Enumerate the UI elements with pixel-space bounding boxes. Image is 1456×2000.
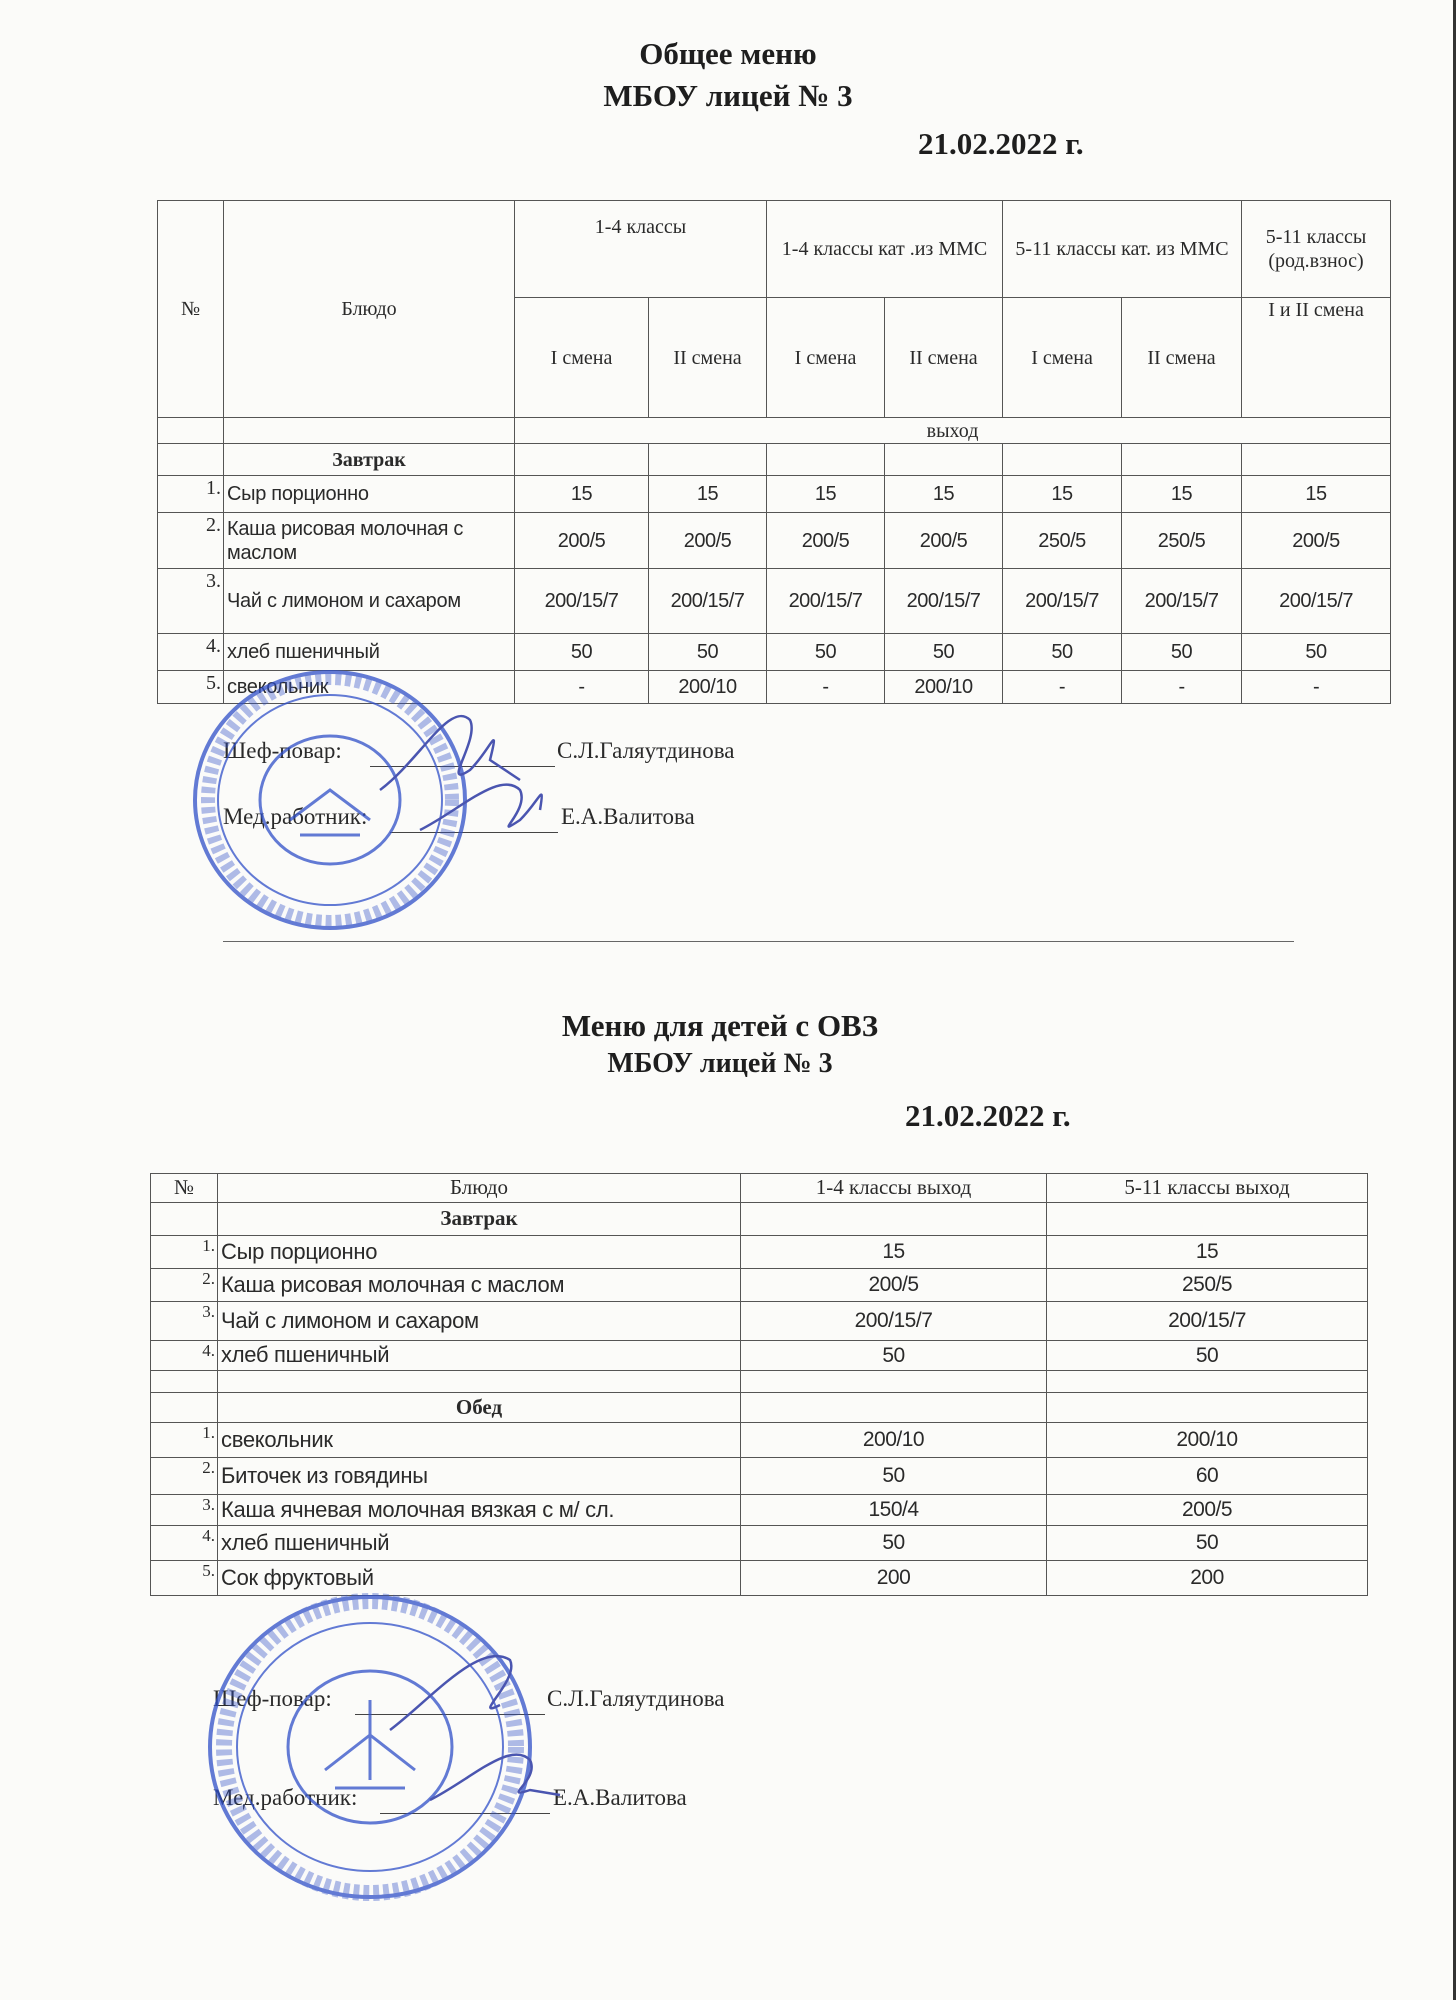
portion-value: 15: [649, 476, 767, 513]
empty-cell: [1003, 444, 1122, 476]
table-row: [151, 1269, 1368, 1302]
portion-value: -: [767, 671, 885, 704]
empty-cell: [151, 1371, 218, 1393]
col-group-header: 1-4 классы кат .из ММС: [767, 201, 1003, 298]
empty-cell: [158, 444, 224, 476]
row-number: 2.: [151, 1269, 218, 1302]
divider: [223, 941, 1294, 942]
table-row: [151, 1495, 1368, 1526]
portion-value: 200/5: [649, 513, 767, 569]
dish-name: Сыр порционно: [224, 476, 515, 513]
shift-header: I смена: [515, 298, 649, 418]
shift-header: II смена: [885, 298, 1003, 418]
empty-cell: [885, 444, 1003, 476]
section-title: Завтрак: [218, 1203, 741, 1236]
col-header-dish: Блюдо: [224, 201, 515, 418]
signature-line: [390, 832, 558, 833]
portion-1-4: 50: [741, 1526, 1047, 1561]
portion-value: 200/10: [885, 671, 1003, 704]
row-number: 1.: [151, 1423, 218, 1458]
table-row: [158, 513, 1391, 569]
portion-value: 50: [885, 634, 1003, 671]
portion-value: 15: [767, 476, 885, 513]
portion-5-11: 50: [1047, 1341, 1368, 1371]
dish-name: Чай с лимоном и сахаром: [218, 1302, 741, 1341]
row-number: 3.: [158, 569, 224, 634]
section-row: [151, 1393, 1368, 1423]
table-row: [151, 1302, 1368, 1341]
dish-name: хлеб пшеничный: [218, 1341, 741, 1371]
portion-value: 50: [1242, 634, 1391, 671]
chef-name: С.Л.Галяутдинова: [557, 738, 735, 763]
portion-value: 50: [649, 634, 767, 671]
table-row: [158, 671, 1391, 704]
portion-value: 50: [515, 634, 649, 671]
portion-value: 15: [1122, 476, 1242, 513]
menu2-date: 21.02.2022 г.: [905, 1098, 1071, 1133]
chef-role: Шеф-повар:: [213, 1686, 332, 1711]
dish-name: свекольник: [224, 671, 515, 704]
portion-value: 15: [1003, 476, 1122, 513]
portion-value: 200/5: [515, 513, 649, 569]
signature-line: [370, 766, 555, 767]
col-header-num: №: [158, 201, 224, 418]
portion-1-4: 200/5: [741, 1269, 1047, 1302]
empty-cell: [218, 1371, 741, 1393]
portion-value: 200/15/7: [767, 569, 885, 634]
menu1-title: Общее меню: [639, 36, 817, 71]
menu2-table: [150, 1173, 1368, 1596]
portion-1-4: 200: [741, 1561, 1047, 1596]
portion-5-11: 250/5: [1047, 1269, 1368, 1302]
dish-name: Биточек из говядины: [218, 1458, 741, 1495]
col-header-1-4: 1-4 классы выход: [741, 1174, 1047, 1203]
portion-1-4: 200/15/7: [741, 1302, 1047, 1341]
section-title: Обед: [218, 1393, 741, 1423]
empty-cell: [741, 1371, 1047, 1393]
table-row: [151, 1341, 1368, 1371]
section-row: [151, 1203, 1368, 1236]
nurse-role: Мед.работник:: [223, 804, 368, 829]
table-row: [158, 634, 1391, 671]
empty-cell: [1242, 444, 1391, 476]
portion-value: 15: [885, 476, 1003, 513]
portion-1-4: 50: [741, 1341, 1047, 1371]
portion-value: 200/15/7: [1122, 569, 1242, 634]
col-header-num: №: [151, 1174, 218, 1203]
row-number: 4.: [158, 634, 224, 671]
portion-value: 200/5: [767, 513, 885, 569]
dish-name: Сок фруктовый: [218, 1561, 741, 1596]
shift-header: I и II смена: [1242, 298, 1391, 418]
empty-cell: [1122, 444, 1242, 476]
col-group-header: 1-4 классы: [515, 201, 767, 298]
portion-value: 200/15/7: [885, 569, 1003, 634]
portion-value: -: [1242, 671, 1391, 704]
shift-header: II смена: [1122, 298, 1242, 418]
portion-value: 15: [1242, 476, 1391, 513]
portion-value: -: [1122, 671, 1242, 704]
portion-value: 200/15/7: [649, 569, 767, 634]
dish-name: Каша рисовая молочная с маслом: [218, 1269, 741, 1302]
portion-1-4: 50: [741, 1458, 1047, 1495]
nurse-name: Е.А.Валитова: [553, 1785, 687, 1810]
portion-5-11: 60: [1047, 1458, 1368, 1495]
nurse-role: Мед.работник:: [213, 1785, 358, 1810]
portion-1-4: 150/4: [741, 1495, 1047, 1526]
menu1-table: [157, 200, 1391, 704]
shift-header: II смена: [649, 298, 767, 418]
portion-5-11: 200/10: [1047, 1423, 1368, 1458]
portion-value: 50: [767, 634, 885, 671]
empty-cell: [1047, 1393, 1368, 1423]
portion-5-11: 15: [1047, 1236, 1368, 1269]
col-header-dish: Блюдо: [218, 1174, 741, 1203]
empty-cell: [649, 444, 767, 476]
empty-cell: [1047, 1371, 1368, 1393]
stamp-seal: [195, 672, 465, 928]
portion-value: 200/15/7: [1003, 569, 1122, 634]
row-number: 3.: [151, 1302, 218, 1341]
shift-header: I смена: [767, 298, 885, 418]
empty-cell: [158, 418, 224, 444]
row-number: 4.: [151, 1526, 218, 1561]
dish-name: Сыр порционно: [218, 1236, 741, 1269]
dish-name: хлеб пшеничный: [218, 1526, 741, 1561]
dish-name: Каша ячневая молочная вязкая с м/ сл.: [218, 1495, 741, 1526]
row-number: 4.: [151, 1341, 218, 1371]
portion-value: 200/15/7: [515, 569, 649, 634]
table-row: [158, 476, 1391, 513]
portion-value: 200/5: [1242, 513, 1391, 569]
nurse-name: Е.А.Валитова: [561, 804, 695, 829]
signature-line: [380, 1813, 550, 1814]
empty-cell: [741, 1203, 1047, 1236]
portion-5-11: 50: [1047, 1526, 1368, 1561]
dish-name: хлеб пшеничный: [224, 634, 515, 671]
output-label: выход: [515, 418, 1391, 444]
empty-cell: [151, 1393, 218, 1423]
portion-value: 200/15/7: [1242, 569, 1391, 634]
table-row: [151, 1458, 1368, 1495]
menu2-title: Меню для детей с ОВЗ: [561, 1008, 879, 1043]
row-number: 5.: [158, 671, 224, 704]
row-number: 2.: [151, 1458, 218, 1495]
portion-value: 50: [1003, 634, 1122, 671]
col-header-5-11: 5-11 классы выход: [1047, 1174, 1368, 1203]
table-row: [158, 569, 1391, 634]
table-row: [151, 1526, 1368, 1561]
portion-value: 50: [1122, 634, 1242, 671]
empty-cell: [741, 1393, 1047, 1423]
empty-cell: [515, 444, 649, 476]
row-number: 2.: [158, 513, 224, 569]
shift-header: I смена: [1003, 298, 1122, 418]
empty-cell: [224, 418, 515, 444]
row-number: 1.: [158, 476, 224, 513]
menu1-date: 21.02.2022 г.: [918, 126, 1084, 161]
signature-line: [355, 1714, 545, 1715]
portion-5-11: 200/15/7: [1047, 1302, 1368, 1341]
empty-cell: [767, 444, 885, 476]
col-group-header: 5-11 классы кат. из ММС: [1003, 201, 1242, 298]
empty-cell: [1047, 1203, 1368, 1236]
portion-5-11: 200/5: [1047, 1495, 1368, 1526]
menu1-school: МБОУ лицей № 3: [603, 78, 853, 113]
row-number: 1.: [151, 1236, 218, 1269]
portion-value: 250/5: [1122, 513, 1242, 569]
table-row: [151, 1561, 1368, 1596]
portion-1-4: 200/10: [741, 1423, 1047, 1458]
chef-name: С.Л.Галяутдинова: [547, 1686, 725, 1711]
table-row: [151, 1423, 1368, 1458]
portion-value: 200/5: [885, 513, 1003, 569]
portion-value: -: [1003, 671, 1122, 704]
menu2-school: МБОУ лицей № 3: [607, 1048, 833, 1079]
portion-5-11: 200: [1047, 1561, 1368, 1596]
row-number: 5.: [151, 1561, 218, 1596]
row-number: 3.: [151, 1495, 218, 1526]
portion-value: -: [515, 671, 649, 704]
portion-value: 15: [515, 476, 649, 513]
dish-name: свекольник: [218, 1423, 741, 1458]
dish-name: Каша рисовая молочная с маслом: [224, 513, 515, 569]
empty-cell: [151, 1203, 218, 1236]
chef-role: Шеф-повар:: [223, 738, 342, 763]
spacer-row: [151, 1371, 1368, 1393]
stamp-seal: [210, 1597, 530, 1897]
col-group-header: 5-11 классы (род.взнос): [1242, 201, 1391, 298]
portion-1-4: 15: [741, 1236, 1047, 1269]
section-breakfast: Завтрак: [224, 444, 515, 476]
table-row: [151, 1236, 1368, 1269]
portion-value: 200/10: [649, 671, 767, 704]
portion-value: 250/5: [1003, 513, 1122, 569]
dish-name: Чай с лимоном и сахаром: [224, 569, 515, 634]
